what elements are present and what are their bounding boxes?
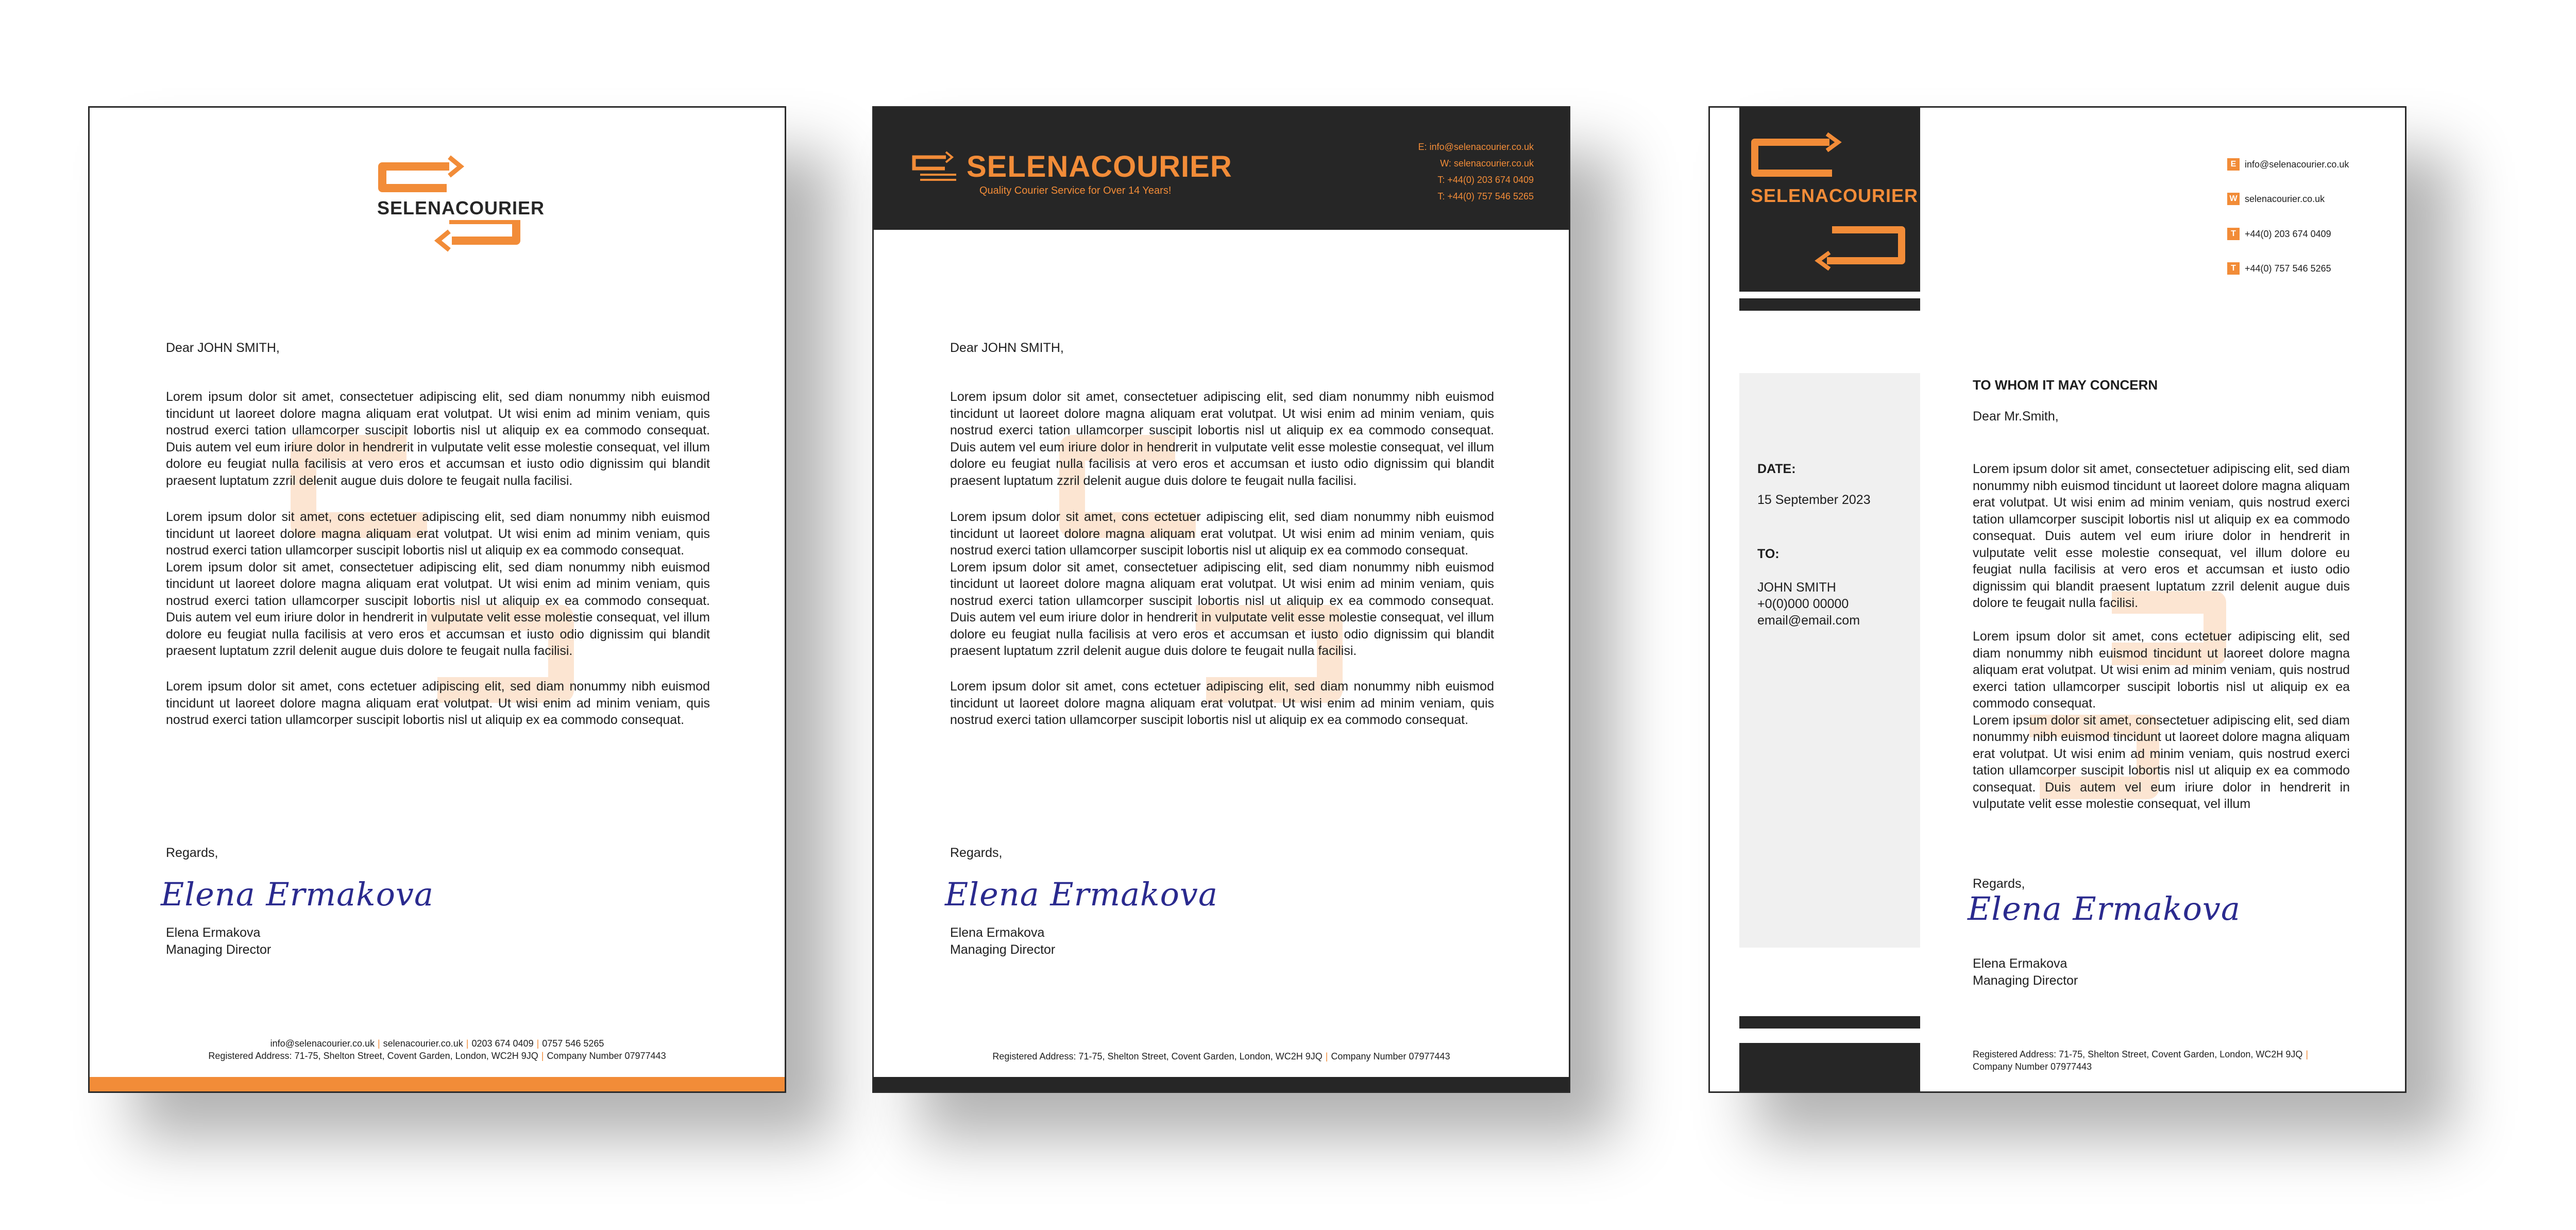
closing: Regards, — [1973, 877, 2025, 891]
letter-paragraph: Lorem ipsum dolor sit amet, cons ectetuer adipiscing elit, sed diam nonummy nibh euismod tincidunt ut laoreet dolore magna aliquam erat volutpat. Ut wisi enim ad minim veniam, quis nostrud exerci tation ullamcorper suscipit lobortis nisl ut aliquip ex ea commodo consequat. Lorem ipsum dolor sit amet, consectetuer adipiscing elit, sed diam nonummy nibh euismod tincidunt ut laoreet dolore magna aliquam erat volutpat. Ut wisi enim ad minim veniam, quis nostrud exerci tation ullamcorper suscipit lobortis nisl ut aliquip ex ea commodo consequat. Duis autem vel eum iriure dolor in hendrerit in vulputate velit esse molestie consequat, vel illum — [1973, 629, 2350, 811]
header-email: E: info@selenacourier.co.uk — [1418, 142, 1534, 152]
logo-block — [1739, 108, 1920, 292]
letterhead-sheet-sidebar: SELENACOURIER E info@selenacourier.co.uk W selenacourier.co.uk T +44(0) 203 674 0409 T +44(0) 757 546 5265 DATE: 15 September 2023 TO: JOHN SMITH +0(0)000 00000 email@email.com TO WHOM IT MAY CONCERN Dear Mr.Smith, Lorem ipsum dolor sit amet, consectetuer adipiscing elit, sed diam nonummy nibh euismod tincidunt ut laoreet dolore magna aliquam erat volutpat. Ut wisi enim ad minim veniam, quis nostrud exerci tation ullamcorper suscipit lobortis nisl ut aliquip ex ea commodo consequat. Duis autem vel eum iriure dolor in hendrerit in vulputate velit esse molestie consequat, vel illum dolore eu feugiat nulla facilisis at vero eros et accumsan et iusto odio dignissim qui blandit praesent luptatum zzril delenit augue duis dolore te feugait nulla facilisi. Lorem ipsum dolor sit amet, cons ectetuer adipiscing elit, sed diam nonummy nibh euismod tincidunt ut laoreet dolore magna aliquam erat volutpat. Ut wisi enim ad minim veniam, quis nostrud exerci tation ullamcorper suscipit lobortis nisl ut aliquip ex ea commodo consequat. Lorem ipsum dolor sit amet, consectetuer adipiscing elit, sed diam nonummy nibh euismod tincidunt ut laoreet dolore magna aliquam erat volutpat. Ut wisi enim ad minim veniam, quis nostrud exerci tation ullamcorper suscipit lobortis nisl ut aliquip ex ea commodo consequat. Duis autem vel eum iriure dolor in hendrerit in vulputate velit esse molestie consequat, vel illum Regards, Elena Ermakova Elena Ermakova Managing Director Registered Address: 71-75, Shelton Street, Covent Garden, London, WC2H 9JQ | Company Number 07977443 — [1708, 106, 2406, 1093]
dark-bar — [1739, 1016, 1920, 1029]
signer-name: Elena Ermakova — [1973, 956, 2067, 971]
email-icon: E — [2227, 158, 2240, 171]
letter-heading: TO WHOM IT MAY CONCERN — [1973, 377, 2158, 393]
letter-paragraph: Lorem ipsum dolor sit amet, consectetuer adipiscing elit, sed diam nonummy nibh euismod tincidunt ut laoreet dolore magna aliquam erat volutpat. Ut wisi enim ad minim veniam, quis nostrud exerci tation ullamcorper suscipit lobortis nisl ut aliquip ex ea commodo consequat. Duis autem vel eum iriure dolor in hendrerit in vulputate velit esse molestie consequat, vel illum dolore eu feugiat nulla facilisis at vero eros et accumsan et iusto odio dignissim qui blandit praesent luptatum zzril delenit augue duis dolore te feugait nulla facilisi. — [166, 390, 710, 488]
dark-footer-block — [1739, 1043, 1920, 1093]
phone-icon: T — [2227, 228, 2240, 240]
footer-accent-bar — [90, 1077, 785, 1091]
footer-address: Registered Address: 71-75, Shelton Street, Covent Garden, London, WC2H 9JQ | Company Number 07977443 — [208, 1051, 666, 1061]
handwritten-signature: Elena Ermakova — [1968, 890, 2241, 928]
letter-paragraph: Lorem ipsum dolor sit amet, cons ectetuer adipiscing elit, sed diam nonummy nibh euismod tincidunt ut laoreet dolore magna aliquam erat volutpat. Ut wisi enim ad minim veniam, quis nostrud exerci tation ullamcorper suscipit lobortis nisl ut aliquip ex ea commodo consequat. — [166, 679, 710, 727]
header-web: W: selenacourier.co.uk — [1440, 158, 1534, 169]
recipient-email: email@email.com — [1757, 613, 1860, 628]
footer-phone: 0757 546 5265 — [542, 1038, 604, 1049]
footer-web: selenacourier.co.uk — [383, 1038, 463, 1049]
letter-paragraph: Lorem ipsum dolor sit amet, cons ectetuer adipiscing elit, sed diam nonummy nibh euismod tincidunt ut laoreet dolore magna aliquam erat volutpat. Ut wisi enim ad minim veniam, quis nostrud exerci tation ullamcorper suscipit lobortis nisl ut aliquip ex ea commodo consequat. Lorem ipsum dolor sit amet, consectetuer adipiscing elit, sed diam nonummy nibh euismod tincidunt ut laoreet dolore magna aliquam erat volutpat. Ut wisi enim ad minim veniam, quis nostrud exerci tation ullamcorper suscipit lobortis nisl ut aliquip ex ea commodo consequat. Duis autem vel eum iriure dolor in hendrerit in vulputate velit esse molestie consequat, vel illum dolore eu feugiat nulla facilisis at vero eros et accumsan et iusto odio dignissim qui blandit praesent luptatum zzril delenit augue duis dolore te feugait nulla facilisi. — [950, 510, 1494, 658]
signer-name: Elena Ermakova — [166, 925, 261, 940]
closing: Regards, — [950, 846, 1003, 860]
brand-tagline: Quality Courier Service for Over 14 Years! — [979, 185, 1172, 196]
header-phone: T: +44(0) 203 674 0409 — [1437, 175, 1534, 185]
closing: Regards, — [166, 846, 218, 860]
signer-title: Managing Director — [166, 942, 272, 957]
signer-name: Elena Ermakova — [950, 925, 1045, 940]
brand-name: SELENACOURIER — [967, 150, 1232, 183]
recipient-phone: +0(0)000 00000 — [1757, 597, 1849, 611]
recipient-sidebar — [1739, 373, 1920, 948]
footer-email: info@selenacourier.co.uk — [270, 1038, 375, 1049]
recipient-name: JOHN SMITH — [1757, 580, 1836, 595]
letterhead-sheet-light — [88, 106, 786, 1093]
footer-contacts: info@selenacourier.co.uk | selenacourier.co.uk | 0203 674 0409 | 0757 546 5265 — [270, 1038, 604, 1049]
arrows-logo-icon — [910, 150, 967, 191]
salutation: Dear Mr.Smith, — [1973, 409, 2059, 424]
brand-logo — [372, 152, 545, 265]
letter-paragraph: Lorem ipsum dolor sit amet, cons ectetuer adipiscing elit, sed diam nonummy nibh euismod tincidunt ut laoreet dolore magna aliquam erat volutpat. Ut wisi enim ad minim veniam, quis nostrud exerci tation ullamcorper suscipit lobortis nisl ut aliquip ex ea commodo consequat. Lorem ipsum dolor sit amet, consectetuer adipiscing elit, sed diam nonummy nibh euismod tincidunt ut laoreet dolore magna aliquam erat volutpat. Ut wisi enim ad minim veniam, quis nostrud exerci tation ullamcorper suscipit lobortis nisl ut aliquip ex ea commodo consequat. Duis autem vel eum iriure dolor in hendrerit in vulputate velit esse molestie consequat, vel illum dolore eu feugiat nulla facilisis at vero eros et accumsan et iusto odio dignissim qui blandit praesent luptatum zzril delenit augue duis dolore te feugait nulla facilisi. — [166, 510, 710, 658]
salutation: Dear JOHN SMITH, — [950, 341, 1064, 355]
handwritten-signature: Elena Ermakova — [161, 875, 434, 913]
letter-paragraph: Lorem ipsum dolor sit amet, consectetuer adipiscing elit, sed diam nonummy nibh euismod tincidunt ut laoreet dolore magna aliquam erat volutpat. Ut wisi enim ad minim veniam, quis nostrud exerci tation ullamcorper suscipit lobortis nisl ut aliquip ex ea commodo consequat. Duis autem vel eum iriure dolor in hendrerit in vulputate velit esse molestie consequat, vel illum dolore eu feugiat nulla facilisis at vero eros et accumsan et iusto odio dignissim qui blandit praesent luptatum zzril delenit augue duis dolore te feugait nulla facilisi. — [950, 390, 1494, 488]
dark-header-band — [874, 108, 1569, 230]
letter-paragraph: Lorem ipsum dolor sit amet, cons ectetuer adipiscing elit, sed diam nonummy nibh euismod tincidunt ut laoreet dolore magna aliquam erat volutpat. Ut wisi enim ad minim veniam, quis nostrud exerci tation ullamcorper suscipit lobortis nisl ut aliquip ex ea commodo consequat. — [950, 679, 1494, 727]
header-phone: T: +44(0) 757 546 5265 — [1437, 191, 1534, 201]
date-label: DATE: — [1757, 462, 1796, 476]
dark-footer-band — [874, 1077, 1569, 1091]
brand-name: SELENACOURIER — [1751, 185, 1919, 206]
brand-name: SELENACOURIER — [375, 196, 547, 220]
letterhead-sheet-dark-header — [872, 106, 1570, 1093]
dark-bar — [1739, 298, 1920, 311]
phone-icon: T — [2227, 262, 2240, 275]
signer-title: Managing Director — [1973, 973, 2078, 988]
handwritten-signature: Elena Ermakova — [945, 875, 1218, 913]
date-value: 15 September 2023 — [1757, 493, 1871, 507]
web-icon: W — [2227, 193, 2240, 205]
footer-phone: 0203 674 0409 — [471, 1038, 534, 1049]
footer-address: Registered Address: 71-75, Shelton Street, Covent Garden, London, WC2H 9JQ | Company Number 07977443 — [992, 1051, 1450, 1061]
signer-title: Managing Director — [950, 942, 1056, 957]
salutation: Dear JOHN SMITH, — [166, 341, 280, 355]
to-label: TO: — [1757, 547, 1780, 561]
footer-address: Registered Address: 71-75, Shelton Street, Covent Garden, London, WC2H 9JQ | Company Number 07977443 — [1973, 1049, 2309, 1072]
letter-paragraph: Lorem ipsum dolor sit amet, consectetuer adipiscing elit, sed diam nonummy nibh euismod tincidunt ut laoreet dolore magna aliquam erat volutpat. Ut wisi enim ad minim veniam, quis nostrud exerci tation ullamcorper suscipit lobortis nisl ut aliquip ex ea commodo consequat. Duis autem vel eum iriure dolor in hendrerit in vulputate velit esse molestie consequat, vel illum dolore eu feugiat nulla facilisis at vero eros et accumsan et iusto odio dignissim qui blandit praesent luptatum zzril delenit augue duis dolore te feugait nulla facilisi. — [1973, 462, 2350, 610]
